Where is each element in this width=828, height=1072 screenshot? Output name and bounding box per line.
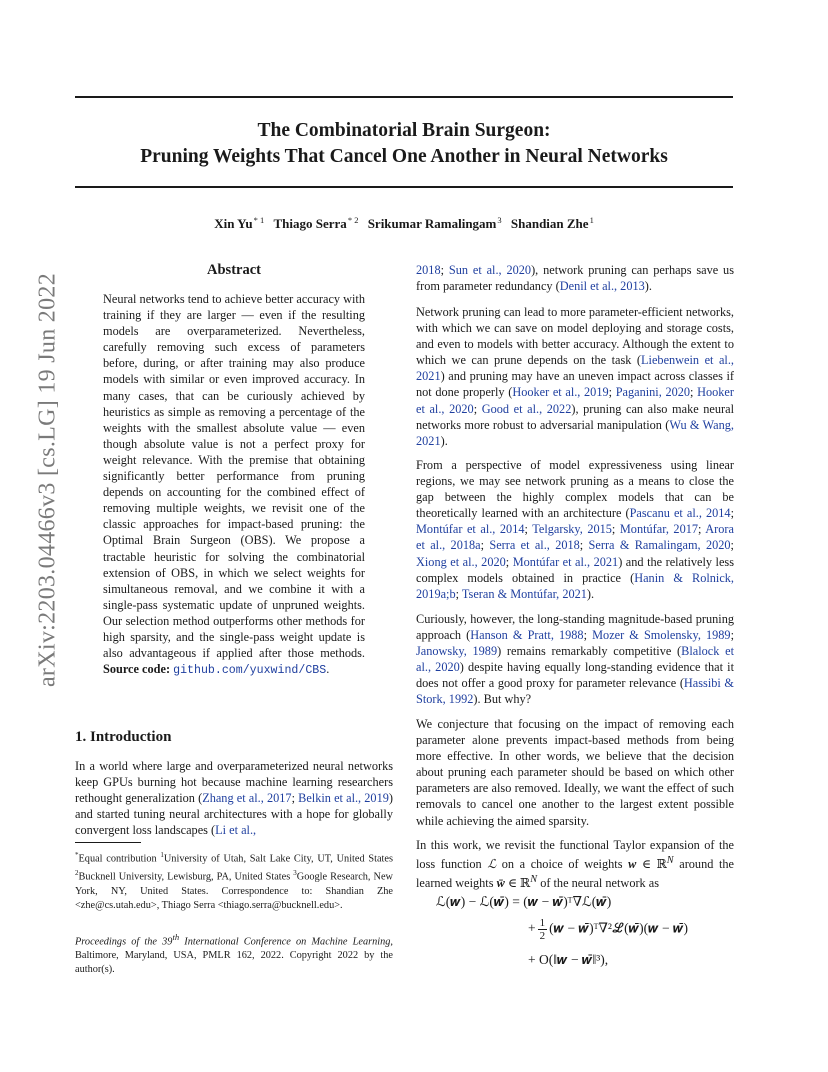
paragraph: Curiously, however, the long-standing magnitude-based pruning approach (Hanson & Pratt, 1988; Mozer & Smolensky, 1989; Janowsky, 1989) remains remarkably competitive (Blalock et al., 2020) despite having equally long-standing evidence that it does not offer a good proxy for parameter relevance (Hassibi & Stork, 1992). But why? [416, 612, 735, 707]
author: Thiago Serra$^{* 2}$ [273, 215, 359, 232]
citation-link[interactable]: Belkin et al., 2019 [298, 791, 389, 806]
top-rule [75, 96, 733, 98]
citation-link[interactable]: 2018 [416, 263, 441, 277]
citation-link[interactable]: Tseran & Montúfar, 2021 [461, 586, 587, 601]
arxiv-identifier: arXiv:2203.04466v3 [cs.LG] 19 Jun 2022 [34, 272, 61, 688]
citation-link[interactable]: Serra & Ramalingam, 2020 [588, 538, 731, 553]
paragraph: From a perspective of model expressiveness using linear regions, we may see network pruning as a means to close the gap between the highly complex models that can be theoretically learned with an architecture (Pascanu et al., 2014; Montúfar et al., 2014; Telgarsky, 2015; Montúfar, 2017; Arora et al., 2018a; Serra et al., 2018; Serra & Ramalingam, 2020; Xiong et al., 2020; Montúfar et al., 2021) and the relatively less complex models obtained in practice (Hanin & Rolnick, 2019a;b; Tseran & Montúfar, 2021). [416, 458, 734, 601]
paper-title-line-2: Pruning Weights That Cancel One Another in Neural Networks [140, 146, 668, 167]
author: Shandian Zhe$^1$ [510, 215, 594, 232]
citation-link[interactable]: Serra et al., 2018 [489, 538, 580, 553]
bottom-rule [75, 186, 733, 188]
citation-link[interactable]: Montúfar et al., 2021 [512, 554, 619, 569]
citation-link[interactable]: Blalock et al., 2020 [416, 644, 734, 675]
citation-link[interactable]: Telgarsky, 2015 [532, 522, 612, 537]
paragraph: In this work, we revisit the functional Taylor expansion of the loss function ℒ on a choice of weights w ∈ ℝ$^N$ around the learned weights w̄ ∈ ℝ$^N$ of the neural network as [416, 838, 734, 891]
citation-link[interactable]: Hooker et al., 2020 [416, 385, 734, 416]
citation-link[interactable]: Pascanu et al., 2014 [629, 506, 731, 521]
abstract-heading: Abstract [207, 262, 261, 278]
introduction-text: In a world where large and overparameterized neural networks keep GPUs burning hot because machine learning researchers rethought generalization (Zhang et al., 2017; Belkin et al., 2019) and started tuning neural architectures with a hope for globally convergent loss landscapes (Li et al., [75, 759, 393, 838]
footnote-rule [75, 842, 141, 843]
source-code-link[interactable]: github.com/yuxwind/CBS [173, 664, 327, 678]
citation-link[interactable]: Hooker et al., 2019 [512, 385, 609, 400]
citation-link[interactable]: Denil et al., 2013 [559, 279, 645, 294]
citation-link[interactable]: Hanson & Pratt, 1988 [470, 628, 584, 643]
citation-link[interactable]: Li et al., [215, 823, 257, 838]
citation-link[interactable]: Mozer & Smolensky, 1989 [592, 628, 731, 643]
paragraph: We conjecture that focusing on the impact of removing each parameter alone prevents impact-based methods from being more effective. In other words, we believe that the decision about pruning each parameter should be based on which other parameters are also removed. Ideally, we want the effect of such removals to cancel one another to the largest extent possible while achieving the aimed sparsity. [416, 717, 734, 828]
footnote: *Equal contribution $^1$University of Utah, Salt Lake City, UT, United States $^2$Bucknell University, Lewisburg, PA, United States $^3$Google Research, New York, NY, United States. Correspondence to: Shandian Zhe <zhe@cs.utah.edu>, Thiago Serra <thiago.serra@bucknell.edu>. [75, 851, 393, 911]
paragraph: 2018; Sun et al., 2020), network pruning can perhaps save us from parameter redundancy (Denil et al., 2013). [416, 263, 734, 294]
citation-link[interactable]: Arora et al., 2018a [416, 522, 734, 553]
citation-link[interactable]: Zhang et al., 2017 [202, 791, 292, 806]
author: Xin Yu$^{* 1}$ [214, 215, 265, 232]
citation-link[interactable]: Janowsky, 1989 [416, 644, 498, 659]
paragraph: Network pruning can lead to more parameter-efficient networks, with which we can save on model deploying and storage costs, and even to models with better accuracy. Although the extent to which we can prune depends on the task (Liebenwein et al., 2021) and pruning may have an uneven impact across classes if not done properly (Hooker et al., 2019; Paganini, 2020; Hooker et al., 2020; Good et al., 2022), pruning can also make neural networks more robust to adversarial manipulation (Wu & Wang, 2021). [416, 305, 735, 448]
math-weights: w [628, 857, 637, 872]
loss-symbol: ℒ [487, 857, 497, 872]
citation-link[interactable]: Montúfar, 2017 [619, 522, 699, 537]
equation-line-1: ℒ(𝒘) − ℒ(𝒘̄) = (𝒘 − 𝒘̄)ᵀ∇ℒ(𝒘̄) [436, 894, 612, 909]
citation-link[interactable]: Montúfar et al., 2014 [416, 522, 525, 537]
source-code-label: Source code: [103, 662, 171, 677]
introduction-heading: 1. Introduction [75, 729, 172, 745]
equation-line-3: + O(‖𝒘 − 𝒘̄‖³), [528, 952, 609, 967]
fraction: $\frac{1}{2}$ [539, 917, 546, 942]
abstract-text: Neural networks tend to achieve better accuracy with training if they are larger — even if the resulting models are overparameterized. Nevertheless, carefully removing such excess of parameters before, during, or after training may also produce models with similar or even improved accuracy. In many cases, that can be curiously achieved by heuristics as simple as removing a percentage of the weights with the smallest absolute value — even though absolute value is not a perfect proxy for weight relevance. With the premise that obtaining significantly better performance from pruning depends on accounting for the combined effect of removing multiple weights, we revisit one of the classic approaches for impact-based pruning: the Optimal Brain Surgeon (OBS). We propose a tractable heuristic for solving the combinatorial extension of OBS, in which we select weights for simultaneous removal, and we combine it with a single-pass systematic update of unpruned weights. Our selection method outperforms other methods for high sparsity, and the single-pass weight update is also advantageous if applied after those methods. Source code: github.com/yuxwind/CBS. [103, 292, 365, 678]
citation-link[interactable]: Paganini, 2020 [615, 385, 691, 400]
math-learned-weights: w̄ [496, 876, 505, 891]
paper-title-line-1: The Combinatorial Brain Surgeon: [257, 120, 551, 141]
citation-link[interactable]: Wu & Wang, 2021 [416, 417, 734, 448]
citation-link[interactable]: Hanin & Rolnick, 2019a;b [416, 570, 734, 601]
author-list [75, 215, 733, 232]
proceedings-note: Proceedings of the 39th International Conference on Machine Learning, Baltimore, Maryland, USA, PMLR 162, 2022. Copyright 2022 by the author(s). [75, 932, 393, 976]
equation-line-2: + $\frac{1}{2}$ (𝒘 − 𝒘̄)ᵀ∇²ℒ(𝒘̄)(𝒘 − 𝒘̄) [528, 917, 689, 942]
author: Srikumar Ramalingam$^3$ [367, 215, 502, 232]
citation-link[interactable]: Sun et al., 2020 [448, 263, 532, 277]
citation-link[interactable]: Hassibi & Stork, 1992 [416, 676, 734, 707]
citation-link[interactable]: Xiong et al., 2020 [416, 554, 506, 569]
citation-link[interactable]: Good et al., 2022 [481, 401, 572, 416]
citation-link[interactable]: Liebenwein et al., 2021 [416, 353, 734, 384]
